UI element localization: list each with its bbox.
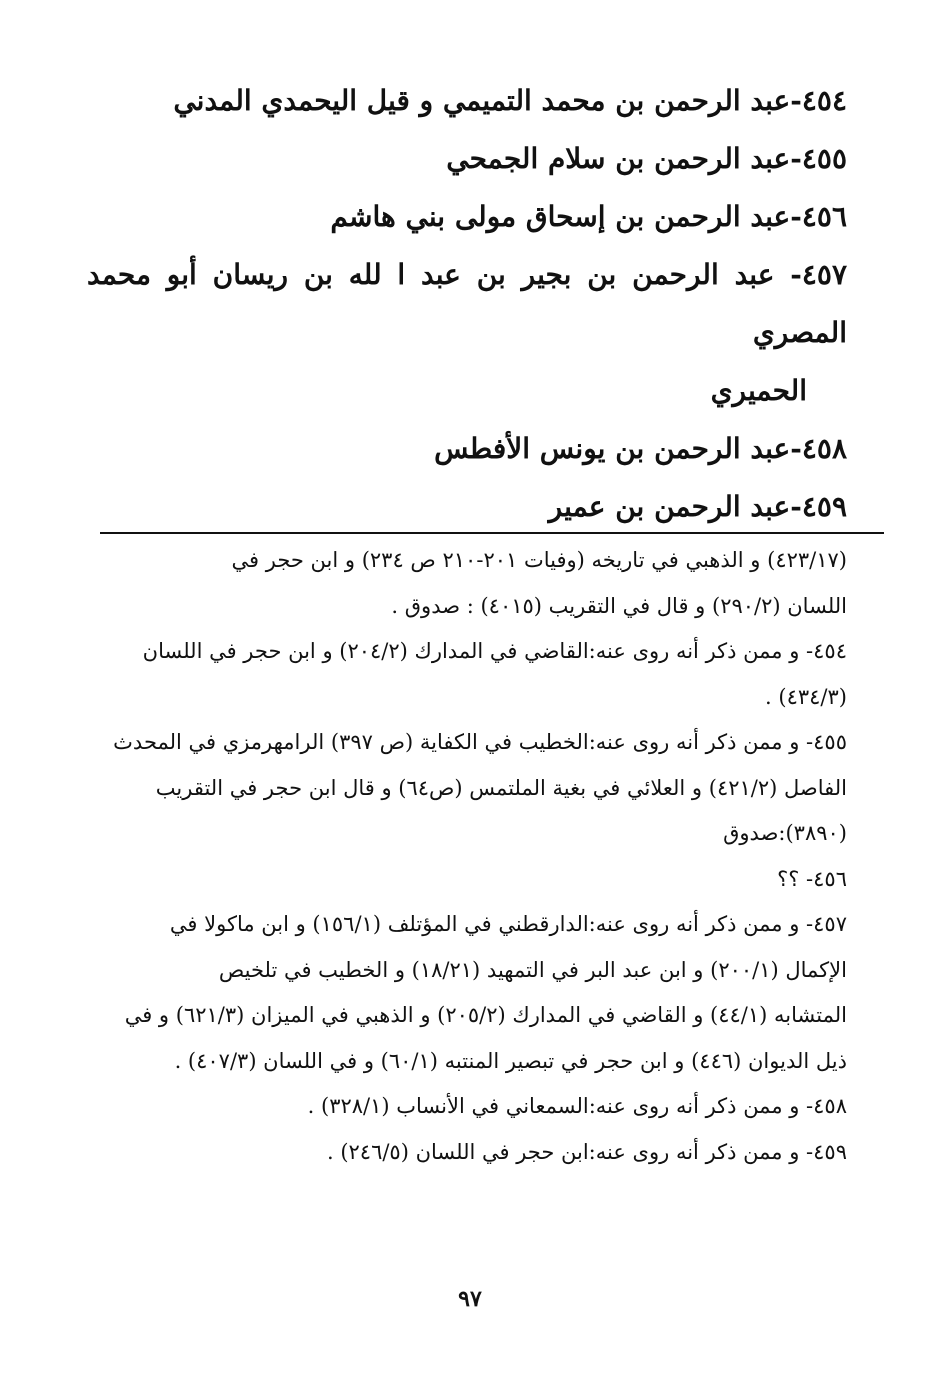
footnote-line: ٤٥٨- و ممن ذكر أنه روى عنه:السمعاني في الأنساب (٣٢٨/١) . [307,1094,847,1118]
narrator-entry: ٤٥٩-عبد الرحمن بن عمير [548,490,847,523]
footnote-line: ٤٥٩- و ممن ذكر أنه روى عنه:ابن حجر في اللسان (٢٤٦/٥) . [326,1139,847,1164]
footnote-divider [100,532,884,534]
narrator-entry [87,246,847,420]
footnote-line: ٤٥٦- ؟؟ [777,866,847,891]
footnote-line: (٣٨٩٠):صدوق [723,821,847,845]
footnote-line: الفاصل (٤٢١/٢) و العلائي في بغية الملتمس (ص٦٤) و قال ابن حجر في التقريب [155,775,847,800]
footnotes [105,538,847,1175]
narrator-entry: ٤٥٦-عبد الرحمن بن إسحاق مولى بني هاشم [330,200,847,233]
narrator-entry: ٤٥٤-عبد الرحمن بن محمد التميمي و قيل اليحمدي المدني [173,84,847,117]
narrator-entry: ٤٥٥-عبد الرحمن بن سلام الجمحي [446,142,847,175]
narrator-entry-text: ٤٥٧- عبد الرحمن بن بجير بن عبد ا لله بن ريسان أبو محمد المصري [87,258,847,349]
footnote-line: (٤٣٤/٣) . [765,684,847,709]
page-number: ٩٧ [458,1286,482,1312]
narrator-list [87,72,847,536]
footnote-line: ٤٥٤- و ممن ذكر أنه روى عنه:القاضي في المدارك (٢٠٤/٢) و ابن حجر في اللسان [142,639,847,663]
footnote-line: المتشابه (٤٤/١) و القاضي في المدارك (٢٠٥/٢) و الذهبي في الميزان (٦٢١/٣) و في [124,1003,847,1027]
footnote-line: ذيل الديوان (٤٤٦) و ابن حجر في تبصير المنتبه (٦٠/١) و في اللسان (٤٠٧/٣) . [174,1048,847,1073]
narrator-entry: ٤٥٨-عبد الرحمن بن يونس الأفطس [434,432,847,465]
footnote-line: (٤٢٣/١٧) و الذهبي في تاريخه (وفيات ٢٠١-٢١٠ ص ٢٣٤) و ابن حجر في [231,548,847,572]
footnote-line: الإكمال (٢٠٠/١) و ابن عبد البر في التمهيد (١٨/٢١) و الخطيب في تلخيص [218,957,847,982]
narrator-entry-continuation: الحميري [710,374,807,407]
footnote-line: ٤٥٥- و ممن ذكر أنه روى عنه:الخطيب في الكفاية (ص ٣٩٧) الرامهرمزي في المحدث [113,730,847,754]
footnote-line: اللسان (٢٩٠/٢) و قال في التقريب (٤٠١٥) : صدوق . [391,593,847,618]
footnote-line: ٤٥٧- و ممن ذكر أنه روى عنه:الدارقطني في المؤتلف (١٥٦/١) و ابن ماكولا في [169,912,847,936]
